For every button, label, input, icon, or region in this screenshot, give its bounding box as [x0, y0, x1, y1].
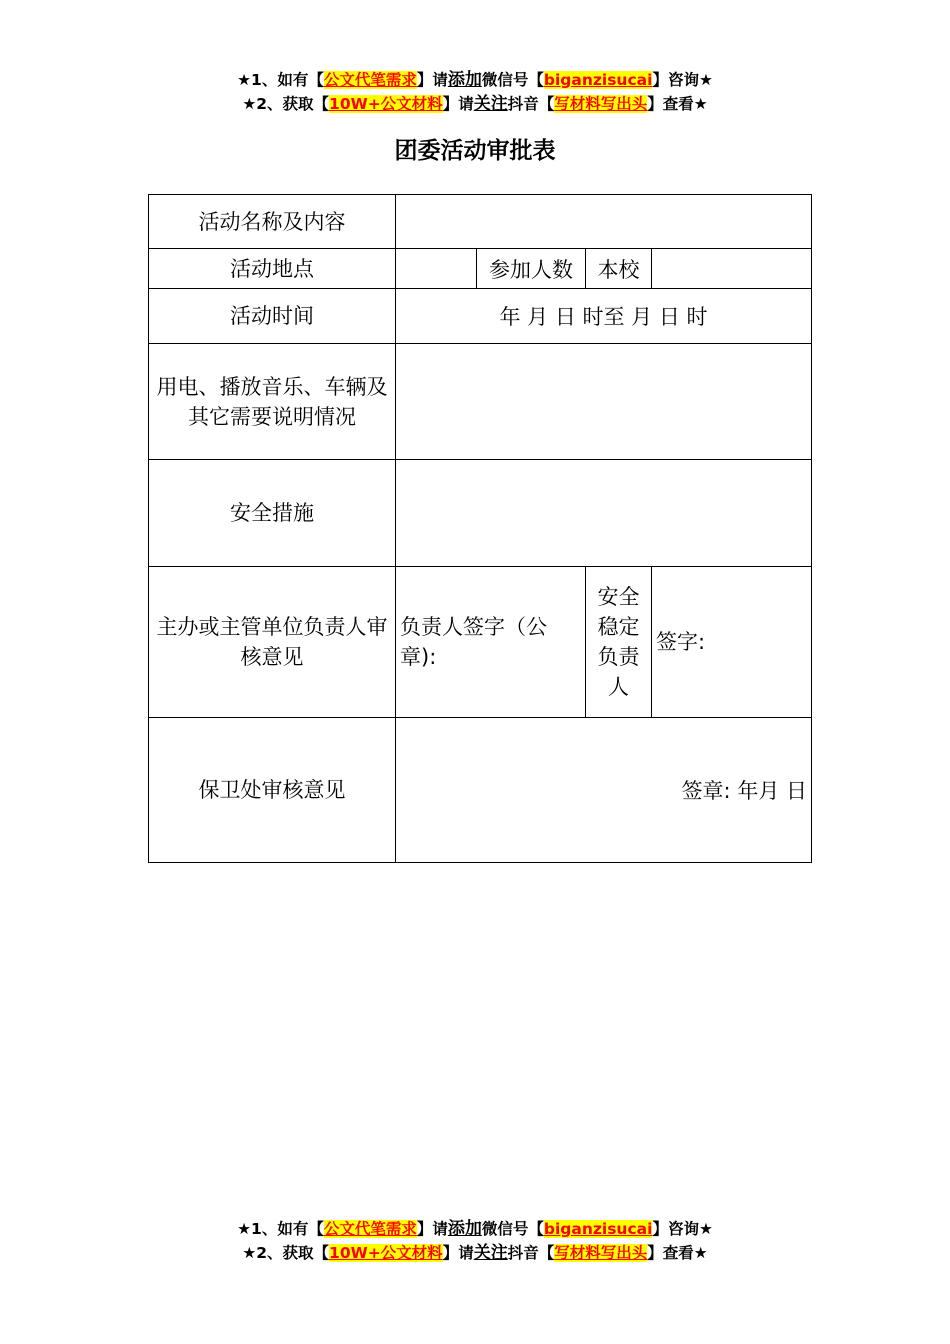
banner-text: 】请 [442, 95, 474, 113]
banner-text: ★1、如有【 [237, 71, 324, 89]
banner-text: ★2、获取【 [242, 95, 330, 113]
bottom-banner [0, 1217, 950, 1265]
row-host-review [149, 567, 812, 718]
approval-form [148, 194, 812, 863]
security-head-label: 安全稳定负责人 [586, 567, 652, 718]
safety-field[interactable] [396, 460, 812, 567]
banner-text: 微信号【 [481, 1220, 544, 1238]
school-count-field[interactable] [652, 249, 812, 289]
time-label: 活动时间 [149, 289, 396, 344]
banner-text: 】咨询★ [652, 71, 713, 89]
row-activity-name [149, 195, 812, 249]
activity-name-label: 活动名称及内容 [149, 195, 396, 249]
school-label: 本校 [586, 249, 652, 289]
banner-text: 抖音【 [507, 1244, 555, 1262]
row-location [149, 249, 812, 289]
location-label: 活动地点 [149, 249, 396, 289]
banner-line-2 [0, 92, 950, 116]
banner-highlight: biganzisucai [543, 1220, 653, 1238]
row-time [149, 289, 812, 344]
banner-line-1 [0, 68, 950, 92]
safety-label: 安全措施 [149, 460, 396, 567]
time-field[interactable]: 年 月 日 时至 月 日 时 [396, 289, 812, 344]
banner-emphasis: 添加 [447, 70, 482, 90]
banner-highlight: 公文代笔需求 [323, 1220, 417, 1238]
top-banner [0, 68, 950, 116]
banner-text: 抖音【 [507, 95, 555, 113]
banner-emphasis: 添加 [447, 1219, 482, 1239]
banner-line-2 [0, 1241, 950, 1265]
page-title: 团委活动审批表 [394, 138, 556, 164]
notes-field[interactable] [396, 344, 812, 460]
banner-text: ★2、获取【 [242, 1244, 330, 1262]
banner-text: 微信号【 [481, 71, 544, 89]
security-sign-field[interactable]: 签字: [652, 567, 812, 718]
banner-text: 】请 [416, 1220, 448, 1238]
banner-highlight: 10W+公文材料 [329, 95, 443, 113]
banner-emphasis: 关注 [473, 1243, 508, 1263]
location-field[interactable] [396, 249, 477, 289]
banner-highlight: 10W+公文材料 [329, 1244, 443, 1262]
host-review-label: 主办或主管单位负责人审核意见 [149, 567, 396, 718]
guard-sign-field[interactable]: 签章: 年月 日 [396, 718, 812, 863]
banner-text: 】请 [416, 71, 448, 89]
row-guard-review [149, 718, 812, 863]
row-safety [149, 460, 812, 567]
notes-label: 用电、播放音乐、车辆及其它需要说明情况 [149, 344, 396, 460]
banner-text: 】查看★ [647, 1244, 708, 1262]
activity-name-field[interactable] [396, 195, 812, 249]
banner-emphasis: 关注 [473, 94, 508, 114]
participants-label: 参加人数 [477, 249, 586, 289]
banner-text: ★1、如有【 [237, 1220, 324, 1238]
banner-highlight: 写材料写出头 [554, 1244, 648, 1262]
banner-highlight: 写材料写出头 [554, 95, 648, 113]
host-sign-field[interactable]: 负责人签字（公章): [396, 567, 586, 718]
banner-highlight: biganzisucai [543, 71, 653, 89]
guard-review-label: 保卫处审核意见 [149, 718, 396, 863]
row-notes [149, 344, 812, 460]
banner-text: 】请 [442, 1244, 474, 1262]
banner-highlight: 公文代笔需求 [323, 71, 417, 89]
banner-text: 】咨询★ [652, 1220, 713, 1238]
banner-line-1 [0, 1217, 950, 1241]
banner-text: 】查看★ [647, 95, 708, 113]
